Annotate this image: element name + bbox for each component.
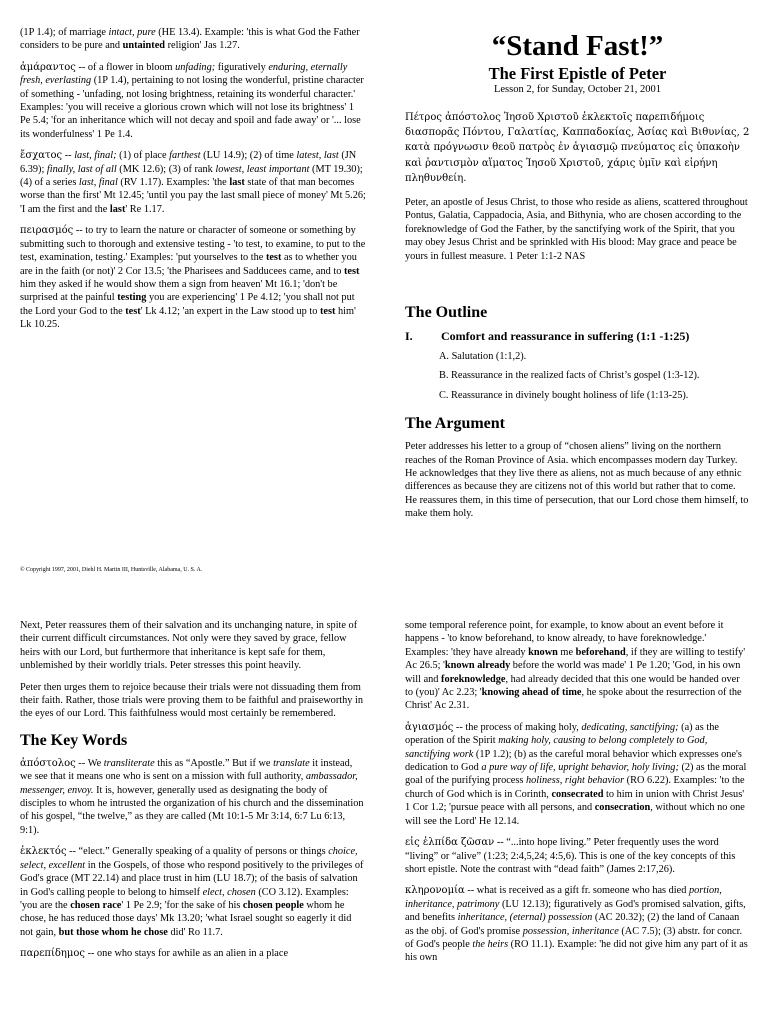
outline-item: C. Reassurance in divinely bought holiness of life (1:13-25). bbox=[439, 389, 689, 401]
top-right-column bbox=[405, 30, 750, 529]
definition-eklektos bbox=[20, 845, 366, 939]
text-run: me bbox=[557, 646, 576, 658]
greek-term: ἐκλεκτός bbox=[20, 846, 67, 858]
text-run: to him in union with Christ Jesus' 1 Cor 1.2; 'pursue peace with all persons, and bbox=[405, 788, 745, 814]
text-run: (JN 6.39); bbox=[20, 150, 357, 175]
text-run: some temporal reference point, for example, to know about an event before it happens - 'to know beforehand, to know already, to have foreknowledge.' Examples: 'they have already bbox=[405, 620, 724, 658]
italic-gloss: enduring, eternally fresh, everlasting bbox=[20, 61, 348, 87]
greek-term: εἰς ἐλπίδα ζῶσαν bbox=[405, 837, 495, 849]
text-run: (1P 1.4), pertaining to not losing the wonderful, pristine character of something - 'unfading, not losing brightness, retaining its wonderful character.' Examples: 'you will receive a glorious crown which will not lose its brightness' 1 Pe 5.4; 'for an inheritance which will not decay and spoil and fade away' or '... lose its wonderfulness' 1 Pe 1.4. bbox=[20, 75, 364, 140]
text-run: , without which no one will see the Lord' He 12.14. bbox=[405, 802, 745, 827]
text-run: ' Re 1.17. bbox=[125, 203, 165, 215]
bold-term: test bbox=[343, 265, 360, 277]
bold-term: foreknowledge bbox=[441, 673, 506, 685]
text-run: you are experiencing' 1 Pe 4.12; 'you shall not put the Lord your God to the bbox=[20, 292, 355, 317]
text-run: (MT 19.30); (4) of a series bbox=[20, 163, 363, 189]
text-run: this as “Apostle.” But if we bbox=[154, 757, 274, 769]
text-run: It is, however, generally used as designating the body of disciples to whom he intrusted the organization of his church and the dissemination of his gospel, “the twelve,” as they are called (Mt 10:1-5 Mr 3:14, 6:7 Lu 6:13, 9:1). bbox=[20, 784, 364, 836]
italic-gloss: intact, pure bbox=[108, 27, 156, 38]
text-run: -- We bbox=[75, 757, 104, 769]
definition-peirasmos bbox=[20, 224, 366, 331]
text-run: whom he chose, he has reduced those days' Mk 13.20; 'what Israel sought so eagerly it did not gain, bbox=[20, 899, 352, 938]
italic-gloss: farthest bbox=[169, 150, 201, 162]
italic-gloss: elect, chosen bbox=[202, 886, 256, 898]
definition-eschatos bbox=[20, 149, 366, 216]
greek-term: πειρασμός bbox=[20, 225, 74, 237]
italic-gloss: unfading; bbox=[175, 61, 216, 73]
text-run: (a) as the operation of the Spirit bbox=[405, 721, 719, 747]
bold-term: known already bbox=[444, 660, 511, 672]
text-run: (2) as the moral goal of the purifying process bbox=[405, 762, 747, 787]
text-run: (LU 12.13); figuratively as God's promised salvation, gifts, and benefits bbox=[405, 898, 746, 924]
bold-term: consecration bbox=[594, 802, 651, 814]
text-run: -- to try to learn the nature or character of someone or something by submitting such to thorough and extensive testing - 'to test, to examine, to put to the test, examination, testing.' Examples: 'put yourselves to the bbox=[20, 225, 366, 264]
page-subtitle: The First Epistle of Peter bbox=[488, 64, 667, 83]
text-run: in the Gospels, of those who respond positively to the privileges of God's grace (MT 22.14) and place trust in him (LU 18.7); of the basis of salvation in God's calling people to belong to himself bbox=[20, 859, 364, 898]
text-run: -- the process of making holy, bbox=[453, 721, 582, 733]
text-run: (AC 7.5); (3) abstr. for concr. of God's people bbox=[405, 925, 743, 950]
italic-gloss: choice, select, excellent bbox=[20, 846, 358, 871]
bold-term: testing bbox=[117, 292, 147, 304]
definition-amarantos bbox=[20, 61, 366, 141]
italic-gloss: dedicating, sanctifying; bbox=[581, 721, 679, 733]
text-run: him' Lk 10.25. bbox=[20, 305, 356, 331]
bold-term: test bbox=[265, 252, 282, 264]
text-run: (RO 11.1). Example: 'he did not give him any part of it as his own bbox=[405, 938, 748, 964]
italic-gloss: last, final bbox=[78, 177, 118, 189]
text-run: (CO 3.12). Examples: 'you are the bbox=[20, 886, 349, 911]
text-run: (1P 1.2); (b) as the careful moral behavior which expresses one's dedication to God bbox=[405, 748, 742, 774]
greek-term: ἁγιασμός bbox=[405, 721, 454, 733]
italic-gloss: transliterate bbox=[103, 757, 155, 769]
text-run: (HE 13.4). Example: 'this is what God the Father considers to be pure and bbox=[20, 27, 360, 52]
outline-item: B. Reassurance in the realized facts of Christ’s gospel (1:3-12). bbox=[439, 370, 700, 382]
lesson-date: Lesson 2, for Sunday, October 21, 2001 bbox=[493, 84, 661, 95]
bold-term: test bbox=[125, 305, 141, 317]
outline-number: I. bbox=[405, 329, 413, 344]
bold-term: knowing ahead of time bbox=[481, 687, 582, 699]
text-run: did' Ro 11.7. bbox=[167, 926, 223, 938]
paragraph-rejoice: Peter then urges them to rejoice because their trials were not dissuading them from their faith. Rather, those trials were proving them to be faithful and praiseworthy in the eyes of our Lord. This faithfulness would most certainly be remembered. bbox=[20, 681, 364, 720]
text-run: (1) of place bbox=[116, 150, 170, 162]
text-run: -- bbox=[62, 150, 75, 162]
italic-gloss: making holy, causing to belong completely to God, sanctifying work bbox=[405, 735, 708, 760]
italic-gloss: a pure way of life, upright behavior, holy living; bbox=[481, 762, 679, 774]
greek-term: παρεπίδημος bbox=[20, 948, 86, 960]
text-run: -- what is received as a gift fr. someone who has died bbox=[464, 885, 689, 897]
text-run: , he spoke about the resurrection of the Christ' Ac 2.31. bbox=[405, 687, 742, 712]
italic-gloss: latest, last bbox=[296, 150, 339, 162]
bold-term: but those whom he chose bbox=[58, 926, 168, 938]
text-run: -- of a flower in bloom bbox=[75, 61, 176, 73]
text-run: as to whether you are in the faith (or not)' 2 Cor 13.5; 'the Pharisees and Sadducees came, and to bbox=[20, 252, 357, 277]
outline-title: Comfort and reassurance in suffering (1:1 -1:25) bbox=[441, 329, 690, 344]
greek-term: κληρονομία bbox=[405, 885, 465, 897]
greek-term: ἀμάραντος bbox=[20, 61, 76, 73]
bold-term: untainted bbox=[122, 40, 166, 52]
italic-gloss: last, final; bbox=[74, 150, 117, 162]
argument-text: Peter addresses his letter to a group of “chosen aliens” living on the northern reaches of the Roman Province of Asia. which encompasses modern day Turkey. He acknowledges that they live there as aliens, not as much because of any ethnic differences as because they are citizens not of this world but rather that to come. He reassures them, in this time of persecution, that our Lord chose them himself, to make them holy. bbox=[405, 441, 749, 520]
text-run: (RO 6.22). Examples: 'to the church of God which is in Corinth, bbox=[405, 775, 745, 800]
definition-kleronomia bbox=[405, 884, 750, 964]
text-run: (AC 20.32); (2) the land of Canaan as the obj. of God's promise bbox=[405, 912, 740, 937]
bold-term: chosen people bbox=[242, 899, 304, 911]
text-run: him they asked if he would show them a sign from heaven' Mt 16.1; 'don't be surprised at the painful bbox=[20, 278, 338, 304]
text-run: (MK 12.6); (3) of rank bbox=[116, 163, 216, 175]
definition-living-hope bbox=[405, 836, 750, 876]
bottom-left-column bbox=[20, 619, 366, 969]
top-left-column bbox=[20, 26, 366, 340]
text-run: figuratively bbox=[215, 61, 269, 73]
definition-parepidemos bbox=[20, 947, 366, 960]
greek-passage: Πέτρος ἀπόστολος Ἰησοῦ Χριστοῦ ἐκλεκτοῖς παρεπιδήμοις διασπορᾶς Πόντου, Γαλατίας, Καππαδοκίας, Ἀσίας καὶ Βιθυνίας, 2 κατὰ πρόγνωσιν θεοῦ πατρὸς ἐν ἁγιασμῷ πνεύματος εἰς ὑπακοὴν καὶ ῥαντισμὸν αἵματος Ἰησοῦ Χριστοῦ, χάρις ὑμῖν καὶ εἰρήνη πληθυνθείη. bbox=[405, 112, 750, 184]
text-run: (1P 1.4); of marriage bbox=[20, 27, 109, 38]
bottom-right-column bbox=[405, 619, 750, 973]
bold-term: known bbox=[528, 646, 558, 658]
italic-gloss: holiness, right behavior bbox=[525, 775, 625, 787]
bold-term: last bbox=[109, 203, 126, 215]
copyright-notice: © Copyright 1997, 2001, Diehl H. Martin III, Huntsville, Alabama, U. S. A. bbox=[20, 567, 203, 573]
italic-gloss: possession, inheritance bbox=[522, 925, 619, 937]
text-run: , had already decided that this one would be handed over to (you)' Ac 2.23; ' bbox=[405, 673, 740, 699]
text-run: (LU 14.9); (2) of time bbox=[200, 150, 297, 162]
greek-term: ἀπόστολος bbox=[20, 757, 76, 769]
bold-term: test bbox=[319, 305, 336, 317]
english-passage: Peter, an apostle of Jesus Christ, to those who reside as aliens, scattered throughout Pontus, Galatia, Cappadocia, Asia, and Bithynia, who are chosen according to the foreknowledge of God the Father, by the sanctifying work of the Spirit, that you may obey Jesus Christ and be sprinkled with His blood: May grace and peace be yours in fullest measure. 1 Peter 1:1-2 NAS bbox=[405, 197, 748, 262]
bold-term: beforehand bbox=[575, 646, 626, 658]
italic-gloss: ambassador, messenger, envoy. bbox=[20, 771, 358, 796]
text-run: religion' Jas 1.27. bbox=[165, 40, 240, 52]
paragraph-reassurance: Next, Peter reassures them of their salvation and its unchanging nature, in spite of their current difficult circumstances. Not only were they saved by grace, fellow heirs with our Lord, but furthermore that inheritance is kept safe for them, unblemished by their worldly trials. Peter stresses this point heavily. bbox=[20, 620, 358, 672]
key-words-heading: The Key Words bbox=[20, 731, 128, 749]
definition-untainted bbox=[20, 26, 366, 53]
text-run: ' Lk 4.12; 'an expert in the Law stood up to bbox=[140, 305, 320, 317]
greek-term: ἔσχατος bbox=[20, 150, 63, 162]
italic-gloss: the heirs bbox=[472, 938, 509, 950]
text-run: ' 1 Pe 2.9; 'for the sake of his bbox=[121, 899, 243, 911]
italic-gloss: finally, last of all bbox=[46, 163, 117, 175]
definition-apostolos bbox=[20, 757, 366, 837]
italic-gloss: portion, inheritance, patrimony bbox=[405, 885, 722, 910]
text-run: , if they are willing to testify' Ac 26.5; ' bbox=[405, 646, 746, 672]
text-run: (RV 1.17). Examples: 'the bbox=[117, 177, 230, 189]
italic-gloss: inheritance, (eternal) possession bbox=[457, 912, 593, 924]
text-run: state of that man becomes worse than the first' Mt 12.45; 'until you pay the last small piece of money' Mt 5.26; 'I am the first and the bbox=[20, 177, 366, 215]
text-run: -- “elect.” Generally speaking of a quality of persons or things bbox=[66, 846, 329, 858]
outline-heading: The Outline bbox=[405, 304, 488, 322]
bold-term: consecrated bbox=[551, 788, 604, 800]
italic-gloss: translate bbox=[273, 757, 310, 769]
outline-section bbox=[405, 329, 750, 344]
italic-gloss: lowest, least important bbox=[215, 163, 310, 175]
text-run: -- “...into hope living.” Peter frequently uses the word “living” or “alive” (1:23; 2:4,5,24; 4:5,6). This is one of the key concepts of this short epistle. Note the contrast with “dead faith” (James 2:17,26). bbox=[405, 837, 736, 875]
definition-foreknowledge bbox=[405, 619, 750, 713]
text-run: it instead, we see that it means one who is sent on a mission with full authority, bbox=[20, 757, 353, 783]
text-run: -- one who stays for awhile as an alien in a place bbox=[85, 948, 289, 960]
definition-hagiasmos bbox=[405, 721, 750, 828]
argument-heading: The Argument bbox=[405, 415, 505, 433]
page-title: “Stand Fast!” bbox=[491, 30, 664, 62]
outline-item: A. Salutation (1:1,2). bbox=[439, 351, 527, 363]
bold-term: chosen race bbox=[70, 899, 122, 911]
text-run: before the world was made' 1 Pe 1.20; 'God, in his own will and bbox=[405, 660, 741, 685]
bold-term: last bbox=[229, 177, 245, 189]
